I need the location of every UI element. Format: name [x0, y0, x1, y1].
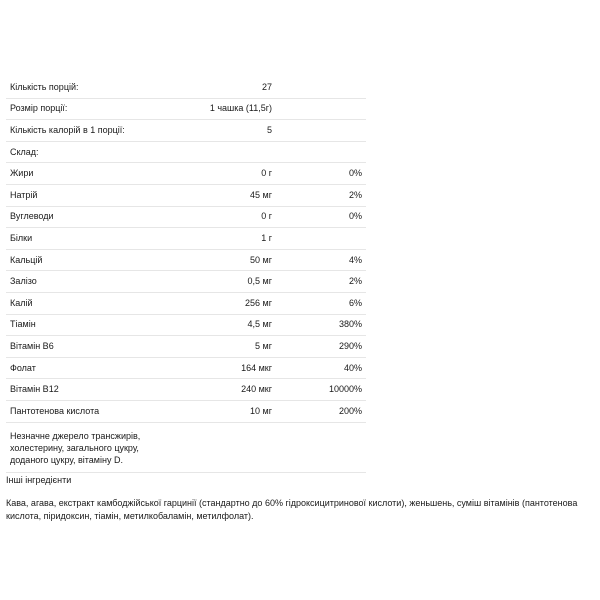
table-row [6, 184, 366, 206]
fact-amount: 45 мг [166, 184, 276, 206]
fact-amount: 0,5 мг [166, 271, 276, 293]
other-ingredients-heading: Інші інгредієнти [6, 475, 72, 485]
fact-label: Білки [6, 228, 166, 250]
table-row [6, 400, 366, 422]
fact-amount: 0 г [166, 206, 276, 228]
fact-label: Вітамін B12 [6, 379, 166, 401]
fact-label: Залізо [6, 271, 166, 293]
footnote-text: Незначне джерело трансжирів, холестерину, загального цукру, доданого цукру, вітаміну D. [10, 430, 141, 465]
fact-daily-value: 40% [276, 357, 366, 379]
fact-label: Вуглеводи [6, 206, 166, 228]
table-row [6, 336, 366, 358]
table-row [6, 314, 366, 336]
fact-amount: 4,5 мг [166, 314, 276, 336]
table-row [6, 120, 366, 142]
table-row [6, 163, 366, 185]
fact-label: Фолат [6, 357, 166, 379]
fact-label: Пантотенова кислота [6, 400, 166, 422]
fact-label: Кальцій [6, 249, 166, 271]
table-row [6, 77, 366, 98]
fact-label: Склад: [6, 141, 166, 163]
fact-amount: 0 г [166, 163, 276, 185]
fact-amount: 1 г [166, 228, 276, 250]
nutrition-facts-table [6, 77, 366, 473]
fact-daily-value: 290% [276, 336, 366, 358]
table-row [6, 228, 366, 250]
table-row [6, 98, 366, 120]
nutrition-facts-panel [6, 77, 366, 473]
fact-daily-value: 4% [276, 249, 366, 271]
fact-amount: 5 мг [166, 336, 276, 358]
fact-label: Жири [6, 163, 166, 185]
fact-daily-value [276, 77, 366, 98]
fact-label: Кількість порцій: [6, 77, 166, 98]
fact-label: Вітамін B6 [6, 336, 166, 358]
fact-daily-value [276, 228, 366, 250]
fact-label: Натрій [6, 184, 166, 206]
table-row [6, 379, 366, 401]
fact-label: Розмір порції: [6, 98, 166, 120]
fact-daily-value: 10000% [276, 379, 366, 401]
table-row [6, 206, 366, 228]
fact-daily-value: 2% [276, 271, 366, 293]
fact-daily-value: 200% [276, 400, 366, 422]
fact-label: Калій [6, 292, 166, 314]
fact-amount: 1 чашка (11,5г) [166, 98, 276, 120]
fact-amount [166, 141, 276, 163]
fact-amount: 10 мг [166, 400, 276, 422]
fact-amount: 27 [166, 77, 276, 98]
table-row [6, 292, 366, 314]
fact-amount: 240 мкг [166, 379, 276, 401]
other-ingredients-text: Кава, агава, екстракт камбоджійської гарцинії (стандартно до 60% гідроксицитринової кислоти), женьшень, суміш вітамінів (пантотенова кислота, піридоксин, тіамін, метилкобаламін, метилфолат). [6, 498, 578, 521]
fact-daily-value: 380% [276, 314, 366, 336]
fact-amount: 5 [166, 120, 276, 142]
footnote-row [6, 422, 366, 472]
table-row [6, 271, 366, 293]
fact-amount: 164 мкг [166, 357, 276, 379]
fact-daily-value: 6% [276, 292, 366, 314]
table-row [6, 357, 366, 379]
fact-daily-value [276, 120, 366, 142]
table-row [6, 141, 366, 163]
footnote-cell [6, 422, 366, 472]
fact-label: Кількість калорій в 1 порції: [6, 120, 166, 142]
fact-daily-value: 2% [276, 184, 366, 206]
fact-label: Тіамін [6, 314, 166, 336]
table-row [6, 249, 366, 271]
fact-amount: 256 мг [166, 292, 276, 314]
fact-daily-value [276, 98, 366, 120]
fact-daily-value: 0% [276, 206, 366, 228]
fact-daily-value: 0% [276, 163, 366, 185]
fact-amount: 50 мг [166, 249, 276, 271]
fact-daily-value [276, 141, 366, 163]
